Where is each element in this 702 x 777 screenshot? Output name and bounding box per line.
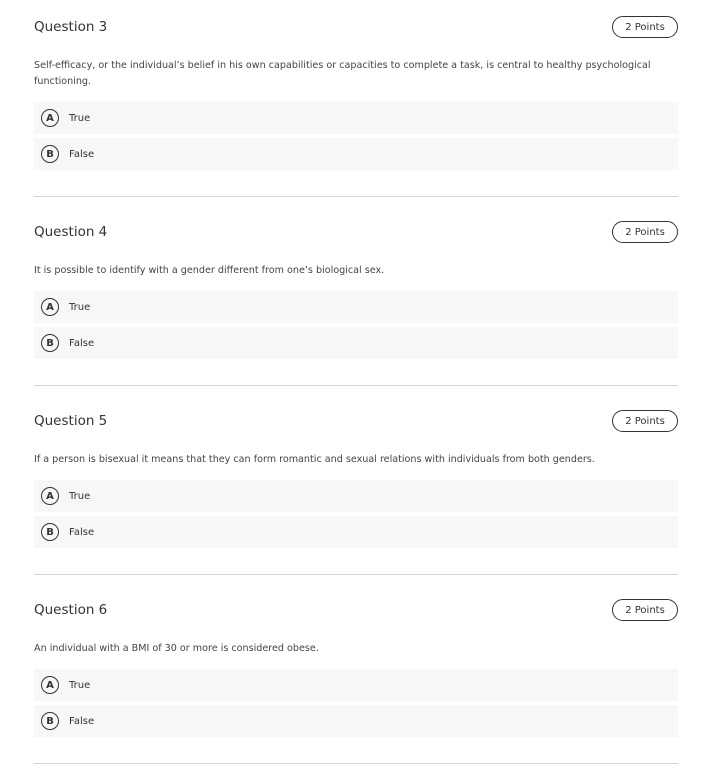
option-letter-badge: A bbox=[41, 676, 59, 694]
option-label: True bbox=[69, 112, 91, 124]
option-label: True bbox=[69, 301, 91, 313]
option-label: False bbox=[69, 715, 95, 727]
option-letter-badge: B bbox=[41, 145, 59, 163]
points-badge: 2 Points bbox=[612, 599, 678, 621]
answer-option-true[interactable] bbox=[34, 480, 678, 512]
question-block bbox=[34, 0, 678, 197]
option-label: False bbox=[69, 526, 95, 538]
points-badge: 2 Points bbox=[612, 16, 678, 38]
question-text: An individual with a BMI of 30 or more is considered obese. bbox=[34, 643, 319, 654]
option-letter-badge: B bbox=[41, 334, 59, 352]
option-label: True bbox=[69, 490, 91, 502]
answer-option-true[interactable] bbox=[34, 102, 678, 134]
question-title: Question 3 bbox=[34, 19, 108, 35]
question-title: Question 4 bbox=[34, 224, 108, 240]
points-badge: 2 Points bbox=[612, 221, 678, 243]
question-block bbox=[34, 386, 678, 575]
option-letter-badge: A bbox=[41, 298, 59, 316]
question-title: Question 6 bbox=[34, 602, 108, 618]
option-letter-badge: A bbox=[41, 109, 59, 127]
option-label: False bbox=[69, 337, 95, 349]
answer-options bbox=[34, 102, 678, 170]
points-badge: 2 Points bbox=[612, 410, 678, 432]
option-label: False bbox=[69, 148, 95, 160]
answer-option-false[interactable] bbox=[34, 327, 678, 359]
question-text: It is possible to identify with a gender different from one’s biological sex. bbox=[34, 265, 385, 276]
question-list bbox=[34, 0, 678, 764]
option-letter-badge: B bbox=[41, 523, 59, 541]
answer-option-false[interactable] bbox=[34, 138, 678, 170]
question-block bbox=[34, 575, 678, 764]
option-letter-badge: A bbox=[41, 487, 59, 505]
option-letter-badge: B bbox=[41, 712, 59, 730]
question-text: If a person is bisexual it means that they can form romantic and sexual relations with individuals from both genders. bbox=[34, 454, 595, 465]
question-title: Question 5 bbox=[34, 413, 108, 429]
answer-options bbox=[34, 669, 678, 737]
answer-option-true[interactable] bbox=[34, 291, 678, 323]
answer-options bbox=[34, 480, 678, 548]
question-text: Self-efficacy, or the individual’s belief in his own capabilities or capacities to complete a task, is central to healthy psychological functioning. bbox=[34, 60, 651, 87]
question-block bbox=[34, 197, 678, 386]
option-label: True bbox=[69, 679, 91, 691]
answer-options bbox=[34, 291, 678, 359]
answer-option-false[interactable] bbox=[34, 705, 678, 737]
answer-option-true[interactable] bbox=[34, 669, 678, 701]
answer-option-false[interactable] bbox=[34, 516, 678, 548]
